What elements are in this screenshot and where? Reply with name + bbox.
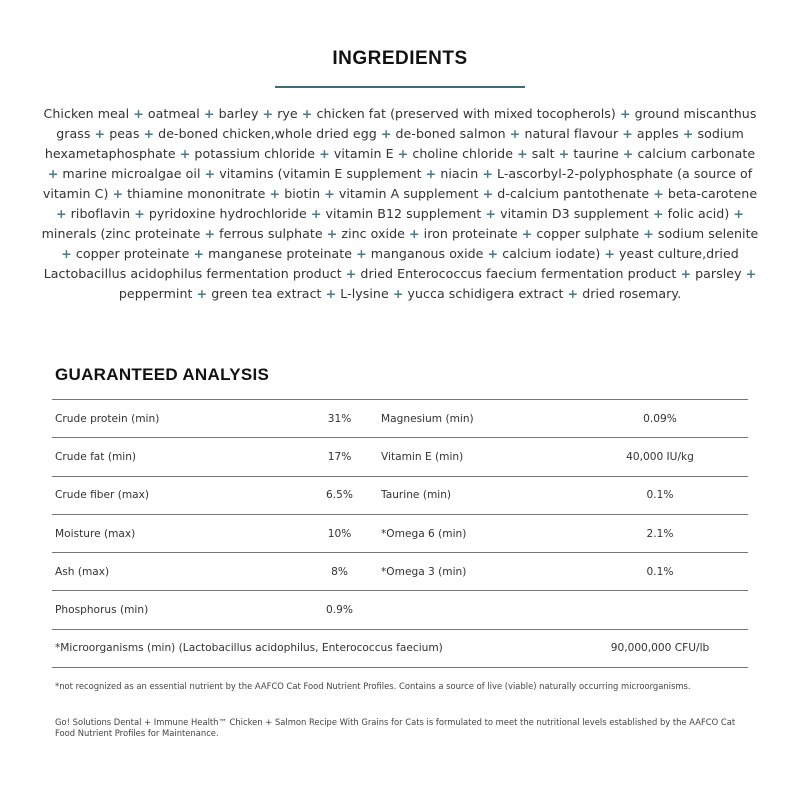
ingredient-item: riboflavin: [70, 206, 131, 221]
plus-separator: +: [262, 106, 274, 121]
ingredient-item: d-calcium pantothenate: [497, 186, 650, 201]
ingredient-item: vitamins (vitamin E supplement: [219, 166, 422, 181]
plus-separator: +: [425, 166, 437, 181]
plus-separator: +: [203, 106, 215, 121]
plus-separator: +: [604, 246, 615, 261]
ingredients-list: [40, 104, 760, 304]
plus-separator: +: [622, 126, 633, 141]
plus-separator: +: [47, 166, 59, 181]
plus-separator: +: [397, 146, 409, 161]
plus-separator: +: [56, 206, 67, 221]
nutrient-label: Vitamin E (min): [381, 450, 464, 463]
ingredient-item: zinc oxide: [341, 226, 405, 241]
nutrient-value: 8%: [331, 565, 348, 578]
ingredient-item: parsley: [695, 266, 742, 281]
table-row: [52, 477, 748, 515]
plus-separator: +: [521, 226, 533, 241]
ingredient-item: L-ascorbyl-2-polyphosphate (a source of vitamin C): [42, 166, 753, 201]
nutrient-label: *Omega 3 (min): [381, 565, 467, 578]
plus-separator: +: [134, 206, 145, 221]
analysis-table: [52, 399, 748, 668]
plus-separator: +: [193, 246, 205, 261]
nutrient-value: 0.1%: [646, 565, 674, 578]
plus-separator: +: [517, 146, 528, 161]
plus-separator: +: [733, 206, 744, 221]
microorganisms-row: [52, 630, 748, 668]
plus-separator: +: [356, 246, 367, 261]
nutrient-label: *Omega 6 (min): [381, 527, 467, 540]
plus-separator: +: [61, 246, 72, 261]
plus-separator: +: [409, 226, 420, 241]
aafco-footnote: *not recognized as an essential nutrient by the AAFCO Cat Food Nutrient Profiles. Contains a source of live (viable) naturally occurring microorganisms.: [55, 681, 691, 691]
ingredient-item: calcium iodate): [502, 246, 601, 261]
nutrient-value: 0.9%: [326, 604, 353, 617]
plus-separator: +: [94, 126, 106, 141]
plus-separator: +: [682, 126, 694, 141]
plus-separator: +: [380, 126, 392, 141]
nutrient-value: 31%: [327, 412, 352, 425]
plus-separator: +: [652, 206, 664, 221]
ingredient-item: taurine: [573, 146, 619, 161]
plus-separator: +: [643, 226, 654, 241]
plus-separator: +: [133, 106, 144, 121]
nutrient-label: Crude protein (min): [55, 412, 160, 425]
nutrient-value: 0.09%: [643, 412, 677, 425]
plus-separator: +: [345, 266, 357, 281]
plus-separator: +: [196, 286, 208, 301]
ingredient-item: dried rosemary.: [582, 286, 682, 301]
nutrient-label: Crude fat (min): [55, 450, 137, 463]
ingredient-item: salt: [531, 146, 555, 161]
ingredient-item: copper sulphate: [536, 226, 640, 241]
nutrient-value: 0.1%: [646, 489, 674, 502]
ingredient-item: calcium carbonate: [637, 146, 756, 161]
ingredient-item: thiamine mononitrate: [127, 186, 266, 201]
ingredient-item: potassium chloride: [194, 146, 316, 161]
ingredient-item: niacin: [440, 166, 479, 181]
ingredient-item: vitamin D3 supplement: [500, 206, 649, 221]
plus-separator: +: [204, 166, 216, 181]
formulation-statement: Go! Solutions Dental + Immune Health™ Chicken + Salmon Recipe With Grains for Cats is formulated to meet the nutritional levels established by the AAFCO Cat Food Nutrient Profiles for Maintenance.: [55, 717, 736, 738]
ingredient-item: ferrous sulphate: [219, 226, 323, 241]
ingredient-item: minerals (zinc proteinate: [41, 226, 201, 241]
ingredient-item: sodium selenite: [657, 226, 759, 241]
nutrient-label: Ash (max): [55, 565, 110, 578]
ingredients-divider: [275, 86, 525, 88]
nutrient-label: Magnesium (min): [381, 412, 474, 425]
ingredient-item: Chicken meal: [43, 106, 130, 121]
guaranteed-analysis-title: GUARANTEED ANALYSIS: [55, 365, 270, 384]
plus-separator: +: [392, 286, 404, 301]
plus-separator: +: [482, 186, 494, 201]
plus-separator: +: [558, 146, 570, 161]
ingredient-item: vitamin B12 supplement: [325, 206, 482, 221]
plus-separator: +: [325, 286, 337, 301]
plus-separator: +: [143, 126, 155, 141]
nutrient-label: Moisture (max): [55, 527, 136, 540]
plus-separator: +: [485, 206, 497, 221]
nutrient-value: 17%: [327, 450, 352, 463]
ingredient-item: vitamin A supplement: [338, 186, 479, 201]
nutrient-label: Taurine (min): [381, 489, 452, 502]
plus-separator: +: [112, 186, 124, 201]
ingredient-item: peas: [109, 126, 140, 141]
ingredient-item: beta-carotene: [667, 186, 758, 201]
ingredient-item: vitamin E: [333, 146, 394, 161]
ingredient-item: biotin: [284, 186, 321, 201]
ingredient-item: green tea extract: [211, 286, 322, 301]
microorganisms-value: 90,000,000 CFU/lb: [610, 642, 710, 655]
nutrient-value: 6.5%: [326, 489, 353, 502]
nutrient-value: 10%: [327, 527, 352, 540]
ingredient-item: folic acid): [667, 206, 730, 221]
plus-separator: +: [326, 226, 338, 241]
microorganisms-label: *Microorganisms (min) (Lactobacillus acidophilus, Enterococcus faecium): [55, 642, 443, 655]
ingredient-item: rye: [277, 106, 298, 121]
plus-separator: +: [179, 146, 191, 161]
nutrient-value: 2.1%: [646, 527, 674, 540]
nutrient-label: Phosphorus (min): [55, 604, 149, 617]
ingredient-item: pyridoxine hydrochloride: [148, 206, 307, 221]
plus-separator: +: [509, 126, 521, 141]
table-row: [52, 438, 748, 476]
plus-separator: +: [680, 266, 692, 281]
ingredient-item: oatmeal: [147, 106, 200, 121]
plus-separator: +: [310, 206, 322, 221]
plus-separator: +: [619, 106, 631, 121]
nutrient-value: 40,000 IU/kg: [626, 450, 694, 463]
plus-separator: +: [324, 186, 335, 201]
ingredient-item: copper proteinate: [75, 246, 190, 261]
ingredient-item: de-boned salmon: [395, 126, 506, 141]
nutrient-label: Crude fiber (max): [55, 489, 150, 502]
ingredient-item: manganese proteinate: [208, 246, 353, 261]
table-row: [52, 400, 748, 438]
ingredients-title: INGREDIENTS: [332, 48, 468, 69]
ingredient-item: de-boned chicken,whole dried egg: [158, 126, 377, 141]
plus-separator: +: [653, 186, 664, 201]
plus-separator: +: [319, 146, 330, 161]
ingredient-item: apples: [636, 126, 679, 141]
table-row: [52, 591, 748, 629]
ingredient-item: chicken fat (preserved with mixed tocopherols): [316, 106, 616, 121]
ingredient-item: ground miscanthus grass: [56, 106, 757, 141]
plus-separator: +: [204, 226, 216, 241]
plus-separator: +: [269, 186, 281, 201]
plus-separator: +: [622, 146, 634, 161]
ingredient-item: barley: [218, 106, 259, 121]
ingredient-item: choline chloride: [412, 146, 514, 161]
ingredient-item: L-lysine: [340, 286, 389, 301]
ingredient-item: natural flavour: [524, 126, 619, 141]
table-row: [52, 553, 748, 591]
plus-separator: +: [301, 106, 313, 121]
plus-separator: +: [487, 246, 499, 261]
ingredient-item: marine microalgae oil: [62, 166, 201, 181]
plus-separator: +: [567, 286, 579, 301]
ingredient-item: manganous oxide: [370, 246, 484, 261]
ingredient-item: yeast culture,dried Lactobacillus acidophilus fermentation product: [43, 246, 739, 281]
plus-separator: +: [482, 166, 493, 181]
table-row: [52, 515, 748, 553]
ingredient-item: sodium hexametaphosphate: [44, 126, 744, 161]
ingredient-item: yucca schidigera extract: [407, 286, 564, 301]
ingredient-item: iron proteinate: [423, 226, 518, 241]
ingredient-item: dried Enterococcus faecium fermentation product: [360, 266, 677, 281]
plus-separator: +: [745, 266, 757, 281]
ingredient-item: peppermint: [118, 286, 193, 301]
